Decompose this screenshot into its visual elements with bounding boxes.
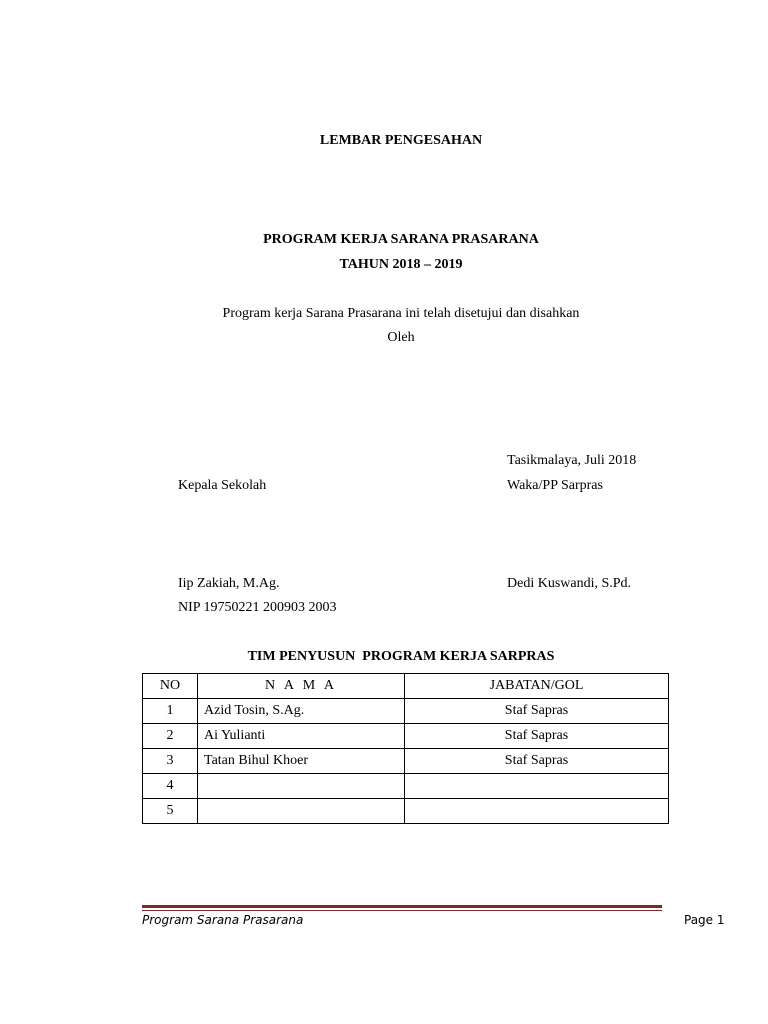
row-name: Azid Tosin, S.Ag. — [198, 699, 405, 724]
row-no: 2 — [143, 724, 198, 749]
right-signatory-role: Waka/PP Sarpras — [507, 478, 603, 493]
row-job — [405, 799, 669, 824]
row-no: 3 — [143, 749, 198, 774]
left-signatory-name: Iip Zakiah, M.Ag. — [178, 576, 280, 591]
row-name: Ai Yulianti — [198, 724, 405, 749]
team-table-header-row — [143, 674, 669, 699]
footer-divider-thick — [142, 905, 662, 908]
footer-divider-thin — [142, 910, 662, 911]
program-year: TAHUN 2018 – 2019 — [339, 257, 463, 272]
approval-heading: LEMBAR PENGESAHAN — [319, 133, 483, 148]
team-title: TIM PENYUSUN PROGRAM KERJA SARPRAS — [247, 649, 555, 664]
header-no: NO — [143, 674, 198, 699]
row-no: 5 — [143, 799, 198, 824]
row-name: Tatan Bihul Khoer — [198, 749, 405, 774]
row-name — [198, 799, 405, 824]
approval-by: Oleh — [387, 330, 415, 345]
footer-document-title: Program Sarana Prasarana — [142, 913, 304, 927]
team-table — [142, 673, 669, 824]
table-row — [143, 799, 669, 824]
row-name — [198, 774, 405, 799]
row-job: Staf Sapras — [405, 724, 669, 749]
footer-page-number: Page 1 — [684, 913, 725, 927]
left-signatory-role: Kepala Sekolah — [178, 478, 267, 493]
header-name: N A M A — [198, 674, 405, 699]
table-row — [143, 774, 669, 799]
row-job: Staf Sapras — [405, 749, 669, 774]
right-signatory-name: Dedi Kuswandi, S.Pd. — [507, 576, 632, 591]
row-job — [405, 774, 669, 799]
place-date: Tasikmalaya, Juli 2018 — [507, 453, 637, 468]
table-row — [143, 699, 669, 724]
program-title: PROGRAM KERJA SARANA PRASARANA — [263, 232, 539, 247]
row-job: Staf Sapras — [405, 699, 669, 724]
approval-statement: Program kerja Sarana Prasarana ini telah disetujui dan disahkan — [222, 306, 580, 321]
row-no: 4 — [143, 774, 198, 799]
table-row — [143, 724, 669, 749]
left-signatory-nip: NIP 19750221 200903 2003 — [178, 600, 337, 615]
row-no: 1 — [143, 699, 198, 724]
table-row — [143, 749, 669, 774]
header-job: JABATAN/GOL — [405, 674, 669, 699]
